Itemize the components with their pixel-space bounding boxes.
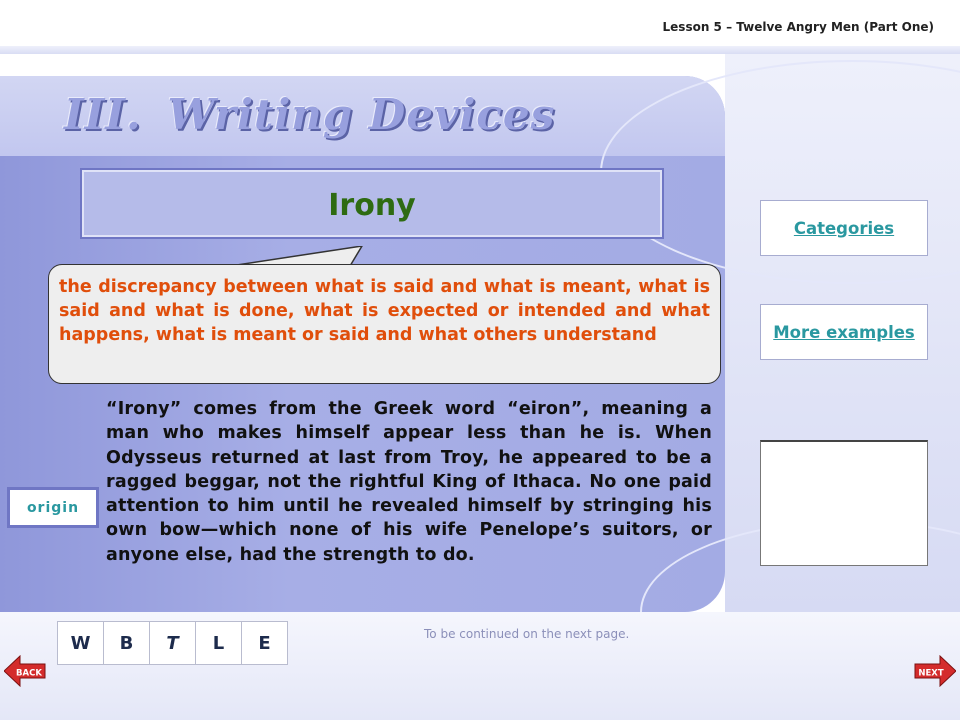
section-title	[64, 90, 555, 139]
back-label: BACK	[16, 668, 42, 679]
lesson-title: Lesson 5 – Twelve Angry Men (Part One)	[662, 20, 934, 34]
next-button[interactable]	[914, 655, 956, 687]
back-button[interactable]	[4, 655, 46, 687]
definition-bubble	[48, 264, 721, 384]
categories-link[interactable]: Categories	[760, 200, 928, 256]
letter-w-button[interactable]: W	[57, 621, 104, 665]
origin-text: “Irony” comes from the Greek word “eiron”, meaning a man who makes himself appear less than he is. When Odysseus returned at last from Troy, he appeared to be a ragged beggar, not the rightful King of Ithaca. No one paid attention to him until he revealed himself by stringing his own bow—which none of his wife Penelope’s suitors, or anyone else, had the strength to do.	[106, 399, 712, 565]
header-stripe	[0, 46, 960, 54]
letter-l-button[interactable]: L	[195, 621, 242, 665]
letter-t-button[interactable]: T	[149, 621, 196, 665]
more-examples-link[interactable]: More examples	[760, 304, 928, 360]
term-box	[80, 168, 664, 239]
blank-panel	[760, 440, 928, 566]
origin-button[interactable]: origin	[7, 487, 99, 528]
section-title-text: Writing Devices	[167, 90, 556, 139]
continued-note: To be continued on the next page.	[424, 627, 630, 641]
section-numeral: III.	[64, 90, 142, 139]
next-label: NEXT	[918, 668, 944, 679]
term-heading: Irony	[328, 188, 416, 223]
definition-text: the discrepancy between what is said and what is meant, what is said and what is done, what is expected or intended and what happens, what is meant or said and what others understand	[59, 277, 710, 345]
letter-b-button[interactable]: B	[103, 621, 150, 665]
letter-nav	[57, 621, 287, 665]
letter-e-button[interactable]: E	[241, 621, 288, 665]
